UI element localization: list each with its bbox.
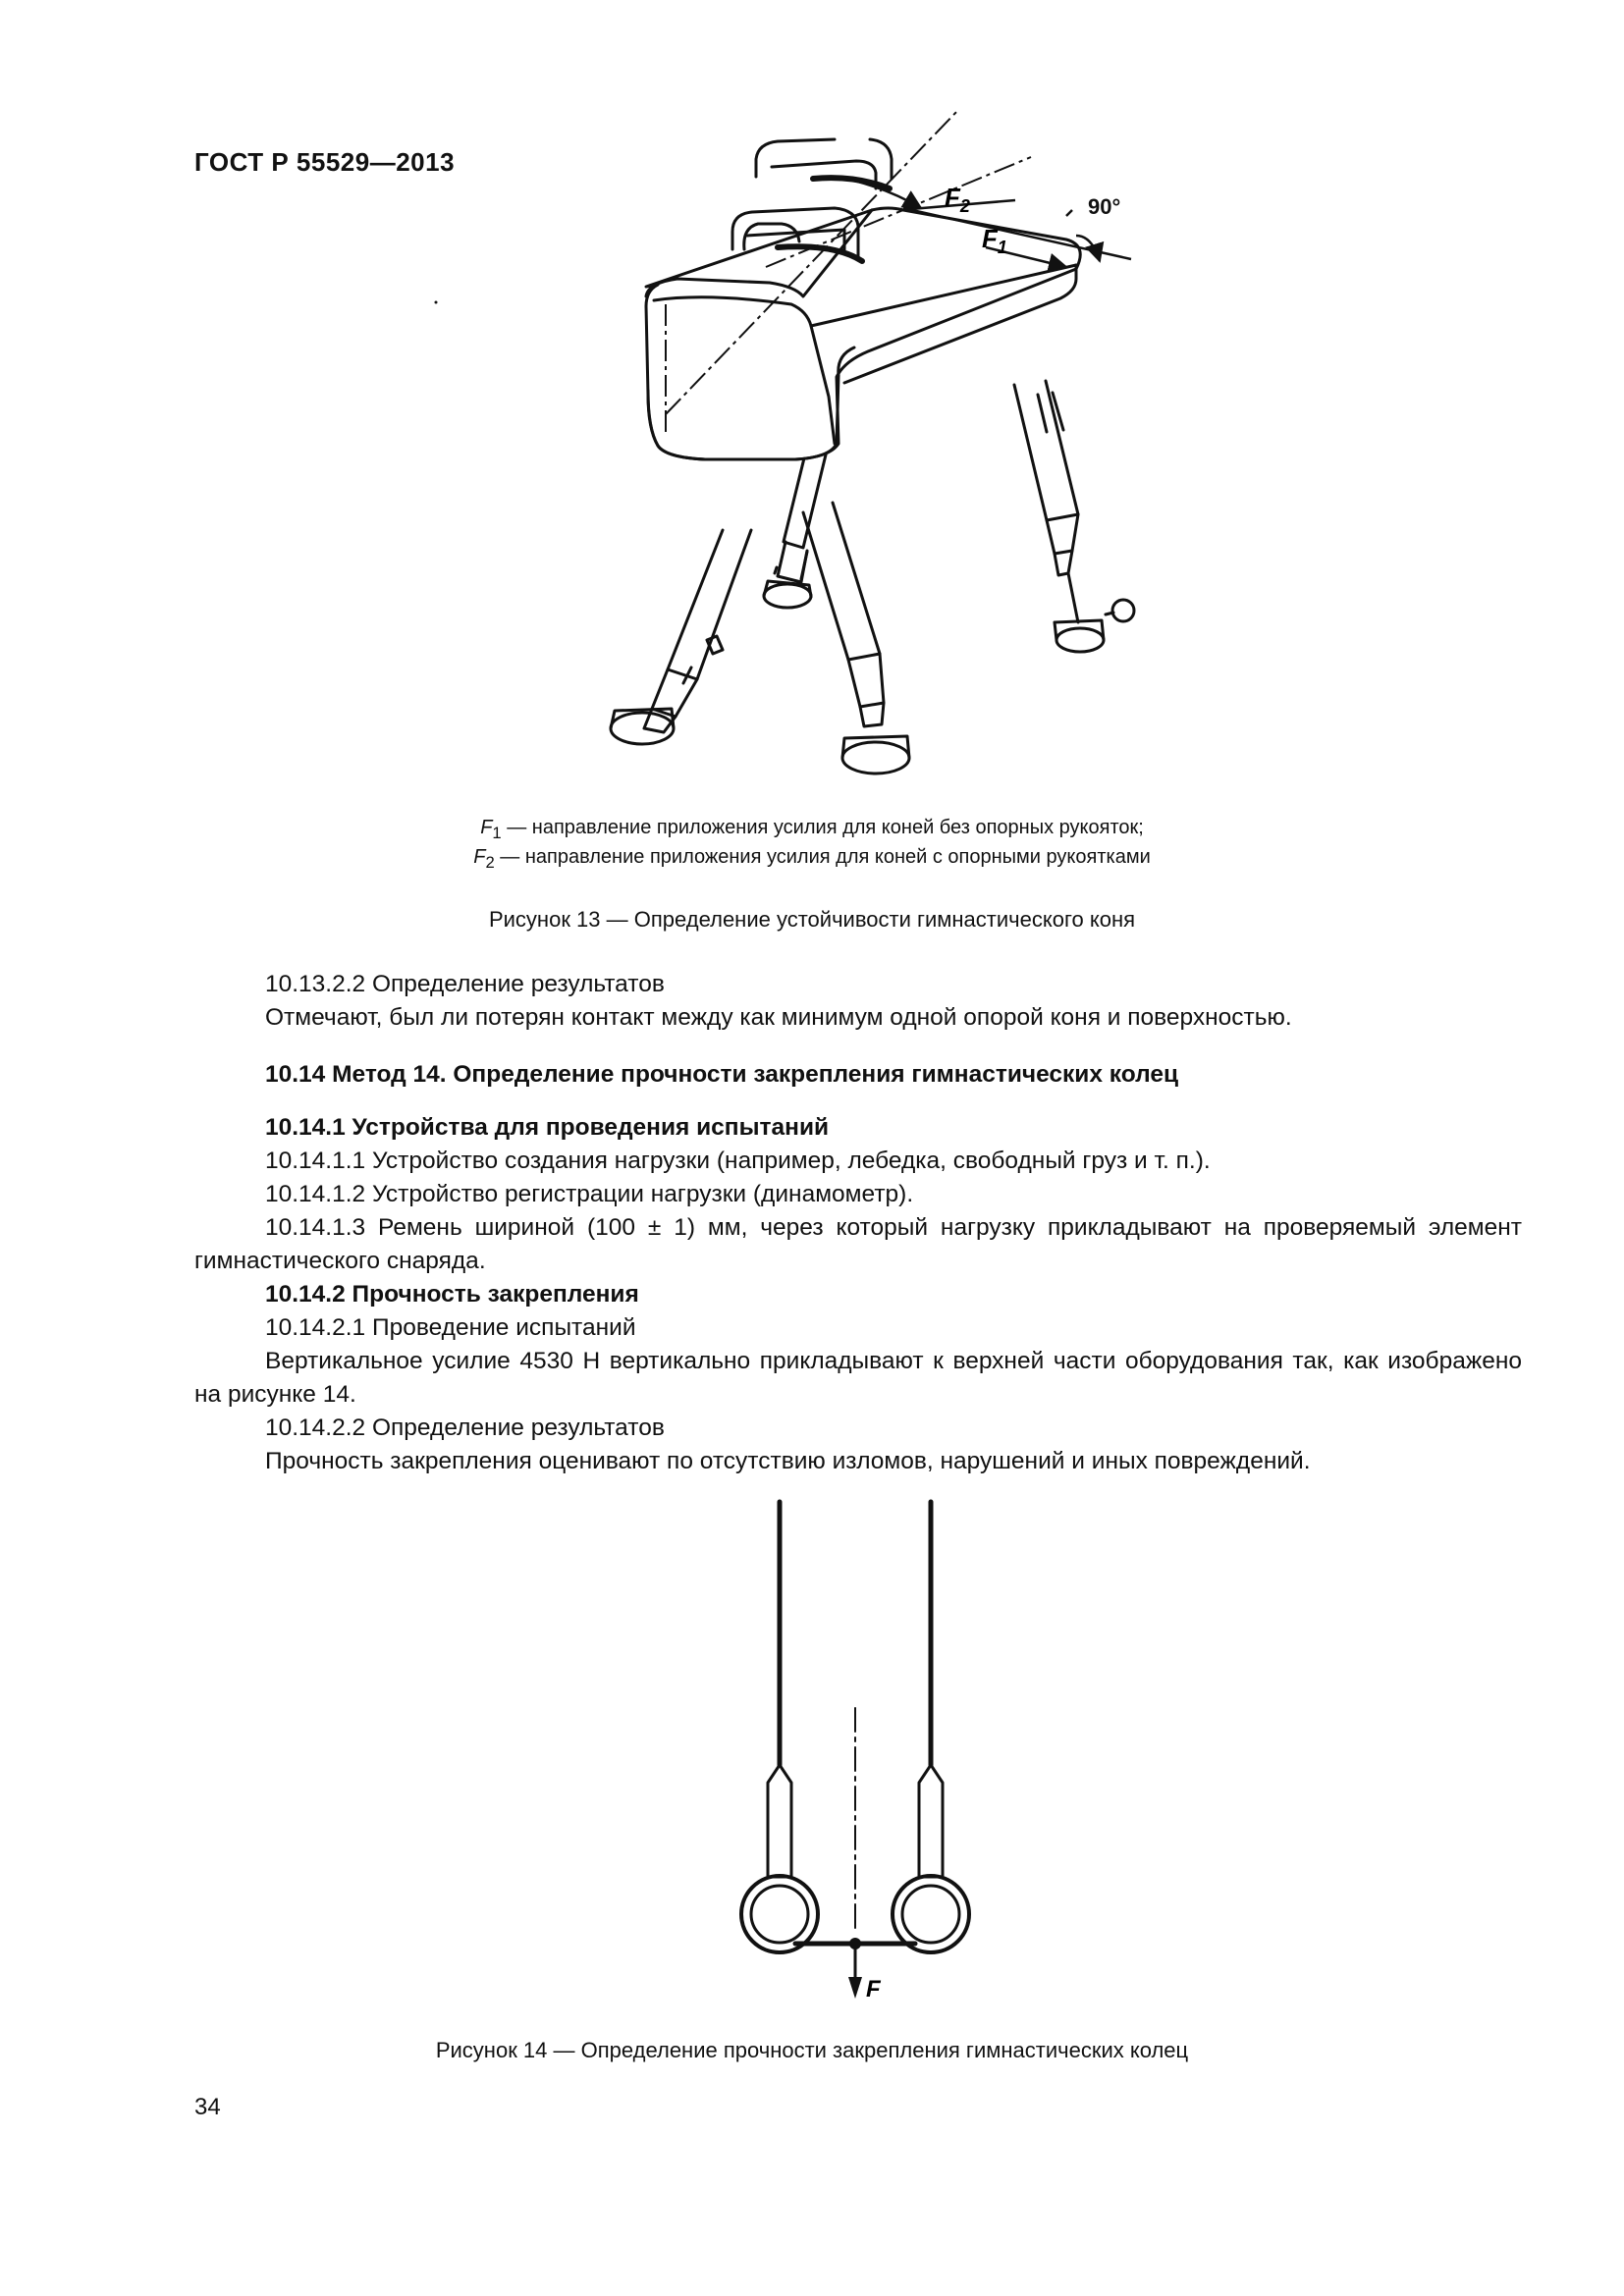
figure-13-label-f2: $F_2$ xyxy=(945,183,970,216)
heading-10-14-1: 10.14.1 Устройства для проведения испытаний xyxy=(265,1114,830,1141)
paragraph-10-14-2-1: 10.14.2.1 Проведение испытаний xyxy=(265,1314,636,1341)
document-body xyxy=(194,968,1522,1478)
figure-13-legend-item-2: $F_2$ — направление приложения усилия для коней с опорными рукоятками xyxy=(473,846,1151,872)
paragraph-10-13-2-2: 10.13.2.2 Определение результатов xyxy=(265,971,665,997)
page-number: 34 xyxy=(194,2094,221,2120)
paragraph-10-14-1-2: 10.14.1.2 Устройство регистрации нагрузки (динамометр). xyxy=(265,1181,914,1207)
figure-13-angle-label: 90° xyxy=(1088,194,1121,219)
figure-14-force-label: F xyxy=(866,1976,881,2002)
heading-10-14-2: 10.14.2 Прочность закрепления xyxy=(265,1281,639,1308)
figure-14-caption: Рисунок 14 — Определение прочности закрепления гимнастических колец xyxy=(435,2038,1189,2062)
figure-13-legend-item-1: $F_1$ — направление приложения усилия для коней без опорных рукояток; xyxy=(480,817,1144,842)
figure-13-label-f1: $F_1$ xyxy=(982,224,1007,257)
paragraph-strength-assessment: Прочность закрепления оценивают по отсутствию изломов, нарушений и иных повреждений. xyxy=(265,1448,1311,1474)
paragraph-vertical-force: Вертикальное усилие 4530 Н вертикально прикладывают к верхней части оборудования так, как изображено на рисунке 14. xyxy=(194,1348,1522,1408)
paragraph-10-14-2-2: 10.14.2.2 Определение результатов xyxy=(265,1415,665,1441)
figure-13-caption: Рисунок 13 — Определение устойчивости гимнастического коня xyxy=(488,907,1136,932)
heading-10-14: 10.14 Метод 14. Определение прочности закрепления гимнастических колец xyxy=(265,1061,1179,1088)
paragraph-10-14-1-1: 10.14.1.1 Устройство создания нагрузки (например, лебедка, свободный груз и т. п.). xyxy=(265,1148,1211,1174)
figure-14-rings-illustration xyxy=(717,1502,992,2017)
document-header: ГОСТ Р 55529—2013 xyxy=(194,147,456,177)
paragraph-10-14-1-3: 10.14.1.3 Ремень шириной (100 ± 1) мм, через который нагрузку прикладывают на проверяемый элемент гимнастического снаряда. xyxy=(194,1214,1522,1274)
figure-13-pommel-horse-illustration xyxy=(550,183,1139,787)
paragraph-result-note: Отмечают, был ли потерян контакт между как минимум одной опорой коня и поверхностью. xyxy=(265,1004,1292,1031)
